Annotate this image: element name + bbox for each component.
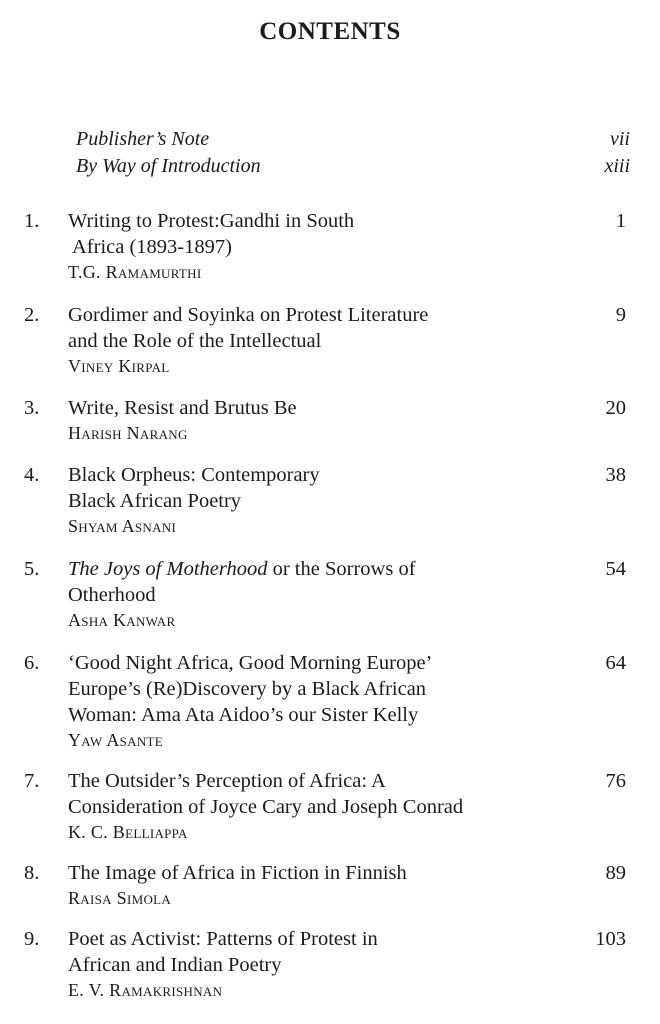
entry-author: Harish Narang <box>68 423 188 443</box>
front-matter-page: vii <box>610 128 630 150</box>
entry-title-line: African and Indian Poetry <box>68 954 282 976</box>
entry-title-line: Black Orpheus: Contemporary <box>68 464 320 486</box>
front-matter-item[interactable] <box>76 153 630 180</box>
entry-title-line: Woman: Ama Ata Aidoo’s our Sister Kelly <box>68 704 419 726</box>
entry-title-line <box>68 556 568 582</box>
entry-author: K. C. Belliappa <box>68 822 188 842</box>
entry-title-line: Africa (1893-1897) <box>72 236 232 258</box>
entry-title-line: Write, Resist and Brutus Be <box>68 397 297 419</box>
entry-title-line: The Outsider’s Perception of Africa: A <box>68 770 386 792</box>
entry-title-line: Gordimer and Soyinka on Protest Literature <box>68 304 429 326</box>
entry-author: Asha Kanwar <box>68 610 176 630</box>
entry-number: 3. <box>24 397 40 419</box>
entry-number: 5. <box>24 558 40 580</box>
entry-number: 8. <box>24 862 40 884</box>
entry-page-number: 20 <box>605 397 626 419</box>
entry-title-line: Writing to Protest:Gandhi in South <box>68 210 355 232</box>
entry-number: 2. <box>24 304 40 326</box>
entry-author: Viney Kirpal <box>68 356 170 376</box>
entry-title-rest: or the Sorrows of <box>267 558 416 580</box>
entry-number: 9. <box>24 928 40 950</box>
entry-title-italic: The Joys of Motherhood <box>68 558 268 580</box>
entry-title-line: Black African Poetry <box>68 490 242 512</box>
entry-title-line: Otherhood <box>68 584 156 606</box>
entry-page-number: 54 <box>605 558 626 580</box>
entry-page-number: 64 <box>605 652 626 674</box>
entry-page-number: 76 <box>605 770 626 792</box>
entry-page-number: 9 <box>615 304 626 326</box>
entry-title-line: The Image of Africa in Fiction in Finnish <box>68 862 407 884</box>
entry-number: 7. <box>24 770 40 792</box>
entry-page-number: 1 <box>615 210 626 232</box>
entry-page-number: 103 <box>595 928 626 950</box>
entry-title-line: and the Role of the Intellectual <box>68 330 322 352</box>
front-matter <box>76 126 630 180</box>
front-matter-page: xiii <box>604 155 630 177</box>
entry-number: 4. <box>24 464 40 486</box>
entry-page-number: 89 <box>605 862 626 884</box>
entry-title-line: Poet as Activist: Patterns of Protest in <box>68 928 378 950</box>
entry-author: E. V. Ramakrishnan <box>68 980 223 1000</box>
page-title: CONTENTS <box>259 18 401 45</box>
entry-author: Raisa Simola <box>68 888 172 908</box>
entry-author: Yaw Asante <box>68 730 164 750</box>
entry-author: T.G. Ramamurthi <box>68 262 202 282</box>
entry-author: Shyam Asnani <box>68 516 177 536</box>
front-matter-item[interactable] <box>76 126 630 153</box>
front-matter-title: By Way of Introduction <box>76 155 261 177</box>
entry-title-line: ‘Good Night Africa, Good Morning Europe’ <box>68 652 433 674</box>
entry-title-line: Consideration of Joyce Cary and Joseph Conrad <box>68 796 464 818</box>
entry-page-number: 38 <box>605 464 626 486</box>
entry-title-line: Europe’s (Re)Discovery by a Black African <box>68 678 427 700</box>
entry-number: 6. <box>24 652 40 674</box>
front-matter-title: Publisher’s Note <box>76 128 210 150</box>
entry-number: 1. <box>24 210 40 232</box>
